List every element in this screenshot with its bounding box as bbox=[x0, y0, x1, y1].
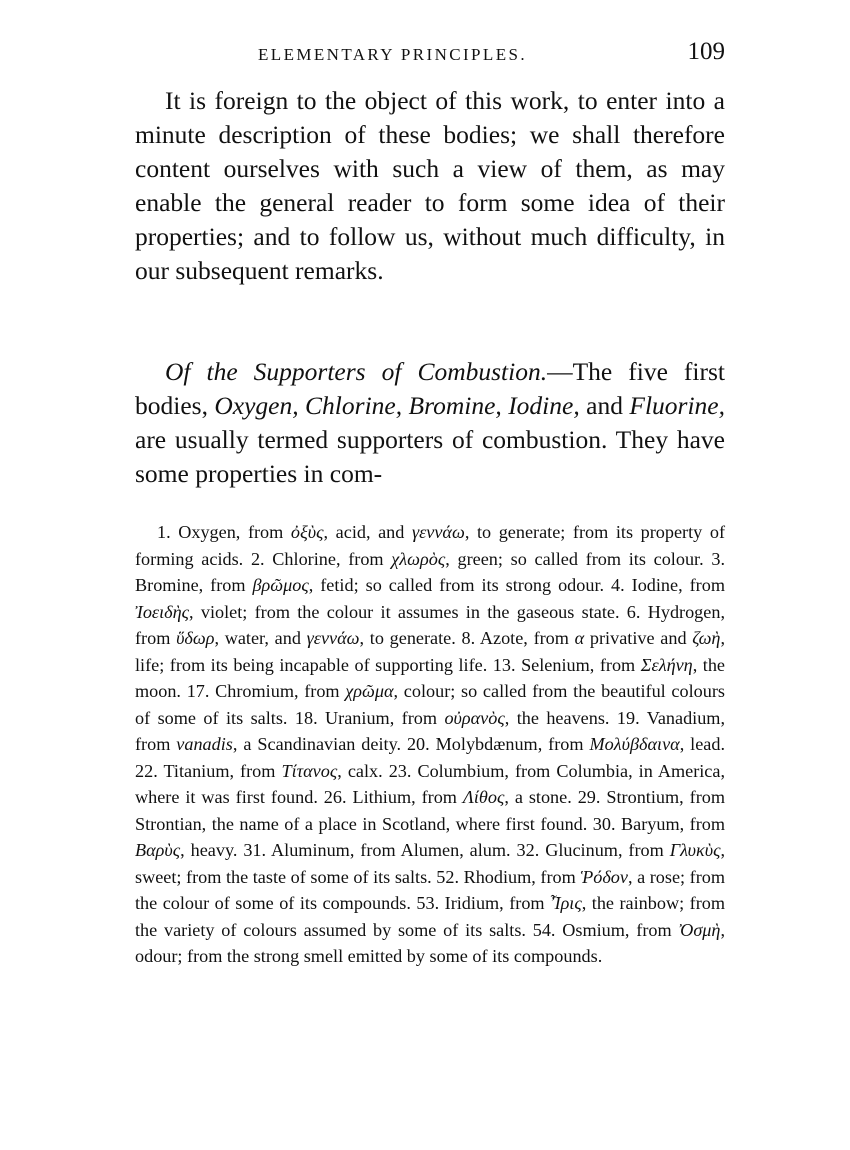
greek-word: Ἰοειδὴς bbox=[135, 601, 190, 622]
footnote-text: , life; from its being incapable of supporting life. 13. Selenium, from bbox=[135, 628, 725, 675]
footnote-text: , odour; from the strong smell emitted by some of its compounds. bbox=[135, 919, 725, 966]
greek-word: α bbox=[574, 628, 585, 648]
paragraph-text: are usually termed supporters of combustion. They have some properties in com- bbox=[135, 425, 725, 488]
footnote-text: , to generate. 8. Azote, from bbox=[359, 628, 575, 648]
greek-word: γεννάω bbox=[306, 628, 360, 648]
body-paragraph-intro: It is foreign to the object of this work, to enter into a minute description of these bodies; we shall therefore content ourselves with such a view of them, as may enable the general reader to form some idea of their properties; and to follow us, without much difficulty, in our subsequent remarks. bbox=[135, 86, 725, 285]
greek-word: γεννάω bbox=[411, 522, 465, 542]
greek-word: Ὀσμὴ bbox=[678, 919, 721, 940]
footnote-text: , a Scandinavian deity. 20. Molybdænum, from bbox=[232, 734, 590, 754]
footnote-text: , lead. 22. Titanium, from bbox=[135, 734, 726, 781]
footnote-text: , calx. 23. Columbium, from Columbia, in America, where it was first found. 26. Lithium, from bbox=[135, 760, 725, 807]
greek-word: Γλυκὺς bbox=[669, 840, 721, 860]
footnote-text: , green; so called from its colour. 3. Bromine, from bbox=[135, 548, 725, 595]
greek-word: Σελήνη bbox=[640, 654, 693, 675]
greek-word: χρῶμα bbox=[345, 681, 394, 701]
element-chlorine: Chlorine, bbox=[305, 391, 403, 420]
footnote-text: , a stone. 29. Strontium, from Strontian, the name of a place in Scotland, where first found. 30. Baryum, from bbox=[135, 787, 725, 834]
footnote bbox=[135, 519, 725, 970]
section-heading: Of the Supporters of Combustion. bbox=[165, 357, 548, 386]
footnote-text: , acid, and bbox=[323, 522, 412, 542]
element-bromine: Bromine, bbox=[408, 391, 502, 420]
footnote-text: , the rainbow; from the variety of colours assumed by some of its salts. 54. Osmium, from bbox=[135, 893, 725, 940]
footnote-text: , the moon. 17. Chromium, from bbox=[135, 654, 725, 701]
footnote-text: , colour; so called from the beautiful colours of some of its salts. 18. Uranium, from bbox=[135, 681, 725, 728]
greek-word: οὐρανὸς bbox=[444, 707, 505, 728]
greek-word: ζωὴ bbox=[692, 628, 721, 648]
paragraph-text: —The five first bodies, bbox=[135, 357, 725, 420]
greek-word: Τίτανος bbox=[281, 760, 338, 781]
greek-word: χλωρὸς bbox=[391, 548, 446, 569]
footnote-text: , a rose; from the colour of some of its compounds. 53. Iridium, from bbox=[135, 866, 725, 913]
latin-word: vanadis bbox=[176, 734, 233, 754]
footnote-text: , heavy. 31. Aluminum, from Alumen, alum. 32. Glucinum, from bbox=[180, 840, 670, 860]
footnote-text: , the heavens. 19. Vanadium, from bbox=[135, 707, 726, 754]
footnote-text: 1. Oxygen, from bbox=[157, 522, 291, 542]
greek-word: ὕδωρ bbox=[176, 628, 215, 648]
greek-word: Μολύβδαινα bbox=[589, 734, 680, 754]
greek-word: βρῶμος bbox=[252, 575, 309, 595]
page-number: 109 bbox=[687, 38, 725, 65]
footnote-text: , to generate; from its property of forming acids. 2. Chlorine, from bbox=[135, 522, 726, 569]
body-paragraph-supporters bbox=[135, 355, 725, 491]
footnote-text: privative and bbox=[584, 628, 693, 648]
paragraph-text: and bbox=[586, 391, 623, 420]
footnote-text: , fetid; so called from its strong odour. 4. Iodine, from bbox=[308, 575, 725, 595]
page-header bbox=[135, 38, 725, 68]
element-oxygen: Oxygen, bbox=[214, 391, 299, 420]
greek-word: Βαρὺς bbox=[135, 840, 181, 860]
greek-word: Ῥόδον bbox=[580, 866, 628, 887]
element-iodine: Iodine, bbox=[508, 391, 580, 420]
greek-word: Ἶρις bbox=[550, 893, 582, 913]
greek-word: ὀξὺς bbox=[290, 522, 324, 542]
footnote-text: , water, and bbox=[214, 628, 307, 648]
running-head: ELEMENTARY PRINCIPLES. bbox=[258, 45, 527, 64]
footnote-text: , sweet; from the taste of some of its salts. 52. Rhodium, from bbox=[135, 840, 725, 887]
element-fluorine: Fluorine, bbox=[629, 391, 726, 420]
footnote-text: , violet; from the colour it assumes in the gaseous state. 6. Hydrogen, from bbox=[135, 601, 725, 648]
greek-word: Λίθος bbox=[462, 787, 505, 807]
